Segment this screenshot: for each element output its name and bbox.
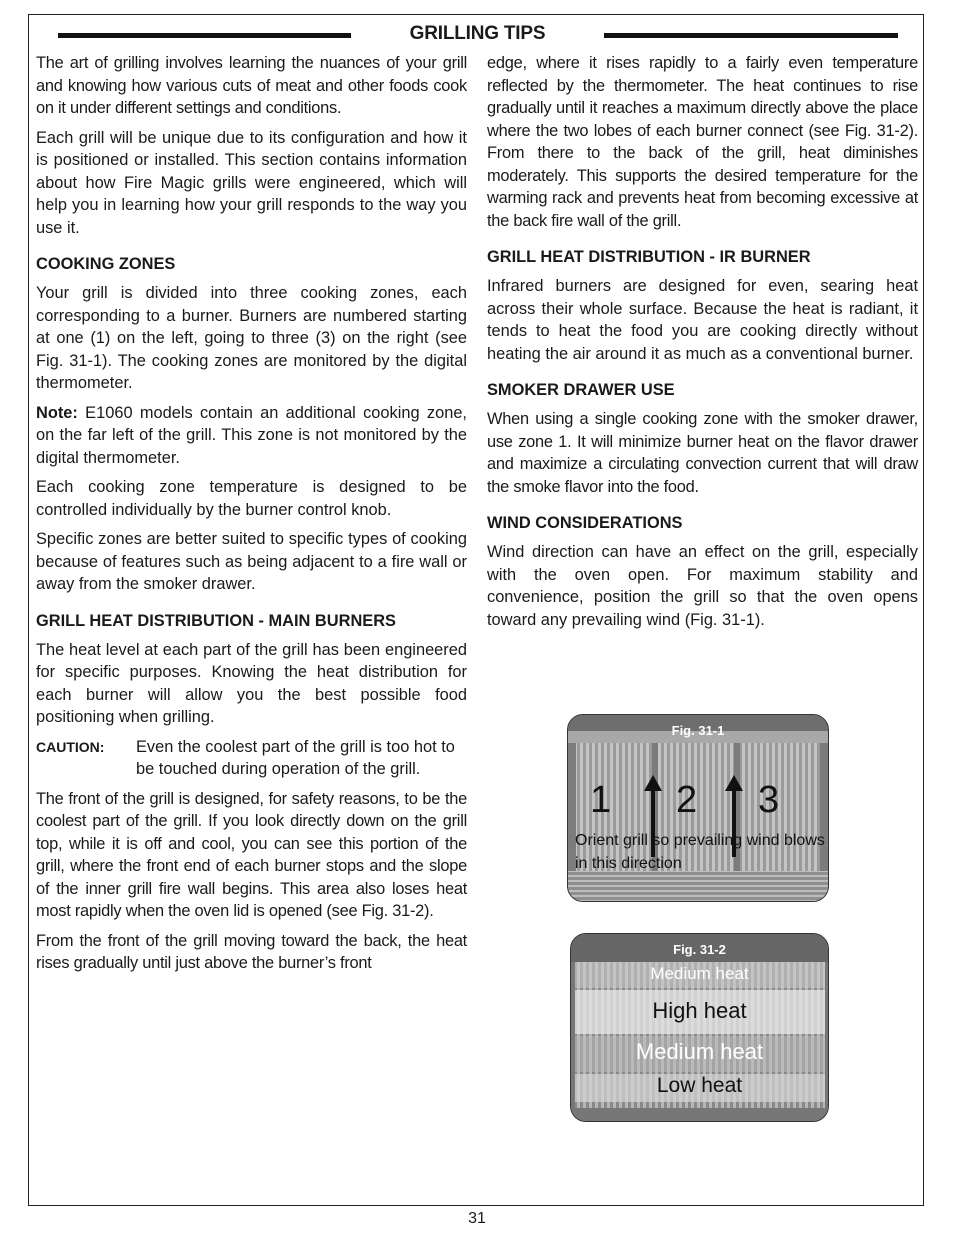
intro-paragraph-1: The art of grilling involves learning the nuances of your grill and knowing how various cuts of meat and other foods cook on it under different settings and conditions. (36, 54, 467, 117)
left-column (36, 52, 467, 982)
main-burners-paragraph-3: From the front of the grill moving toward the back, the heat rises gradually until just above the burner’s front (36, 931, 467, 972)
cooking-zones-paragraph-2: Each cooking zone temperature is designed to be controlled individually by the burner control knob. (36, 478, 467, 519)
intro-paragraph-2: Each grill will be unique due to its configuration and how it is positioned or installed. This section contains information about how Fire Magic grills were engineered, which will help you in learning how your grill responds to the way you use it. (36, 128, 467, 237)
note-text: E1060 models contain an additional cooking zone, on the far left of the grill. This zone is not monitored by the digital thermometer. (36, 403, 467, 467)
figure-31-2 (570, 933, 829, 1122)
page-number: 31 (468, 1210, 486, 1227)
title-rule-left (58, 33, 351, 38)
title-rule-right (604, 33, 898, 38)
continued-paragraph: edge, where it rises rapidly to a fairly even temperature reflected by the thermometer. The heat continues to rise gradually until it reaches a maximum directly above the place where the two lobes of each burner connect (see Fig. 31-2). From there to the back of the grill, heat diminishes moderately. This supports the desired temperature for the warming rack and prevents heat from becoming excessive at the back fire wall of the grill. (487, 54, 918, 230)
caution-block (36, 736, 467, 781)
ir-burner-heading: GRILL HEAT DISTRIBUTION - IR BURNER (487, 248, 811, 266)
page-title: GRILLING TIPS (409, 23, 546, 44)
zone-3-label: 3 (758, 779, 780, 821)
figure-31-1 (567, 714, 829, 902)
caution-text: Even the coolest part of the grill is too hot to be touched during operation of the grill. (136, 737, 455, 778)
note-paragraph (36, 402, 467, 470)
heat-zone-middle-label: Medium heat (635, 1039, 764, 1064)
right-column (487, 52, 918, 638)
smoker-drawer-heading: SMOKER DRAWER USE (487, 381, 675, 399)
main-burners-paragraph-1: The heat level at each part of the grill has been engineered for specific purposes. Knowing the heat distribution for each burner will allow you the best possible food positioning when grilling. (36, 640, 467, 726)
note-label: Note: (36, 403, 78, 422)
ir-burner-paragraph: Infrared burners are designed for even, searing heat across their whole surface. Because the heat is radiant, it tends to heat the food you are cooking directly without heating the air around it as much as a conventional burner. (487, 277, 918, 363)
wind-direction-label: Orient grill so prevailing wind blows in this direction (575, 832, 825, 872)
cooking-zones-paragraph-1: Your grill is divided into three cooking zones, each corresponding to a burner. Burners are numbered starting at one (1) on the left, going to three (3) on the right (see Fig. 31-1). The cooking zones are monitored by the digital thermometer. (36, 284, 467, 392)
main-burners-heading: GRILL HEAT DISTRIBUTION - MAIN BURNERS (36, 611, 396, 630)
figure-31-2-caption: Fig. 31-2 (673, 942, 726, 957)
main-burners-paragraph-2: The front of the grill is designed, for safety reasons, to be the coolest part of the grill. If you look directly down on the grill top, while it is off and cool, you can see this portion of the grill, where the front end of each burner stops and the slope of the inner grill fire wall begins. This area also loses heat most rapidly when the oven lid is opened (see Fig. 31-2). (36, 789, 467, 920)
zone-2-label: 2 (676, 779, 698, 821)
cooking-zones-paragraph-3: Specific zones are better suited to specific types of cooking because of features such as being adjacent to a fire wall or away from the smoker drawer. (36, 530, 467, 593)
cooking-zones-heading: COOKING ZONES (36, 255, 176, 273)
smoker-drawer-paragraph: When using a single cooking zone with the smoker drawer, use zone 1. It will minimize burner heat on the flavor drawer and maximize a circulating convection current that will draw the smoke flavor into the food. (487, 410, 918, 496)
caution-label: CAUTION: (36, 738, 105, 755)
wind-paragraph: Wind direction can have an effect on the grill, especially with the oven open. For maximum stability and convenience, position the grill so that the oven opens toward any prevailing wind (Fig. 31-1). (487, 543, 918, 629)
figure-31-1-caption: Fig. 31-1 (671, 723, 725, 738)
zone-1-label: 1 (590, 779, 612, 821)
heat-zone-low-label: Low heat (656, 1074, 743, 1097)
wind-heading: WIND CONSIDERATIONS (487, 514, 683, 532)
heat-zone-back-label: Medium heat (650, 964, 749, 983)
heat-zone-high-label: High heat (652, 998, 747, 1023)
